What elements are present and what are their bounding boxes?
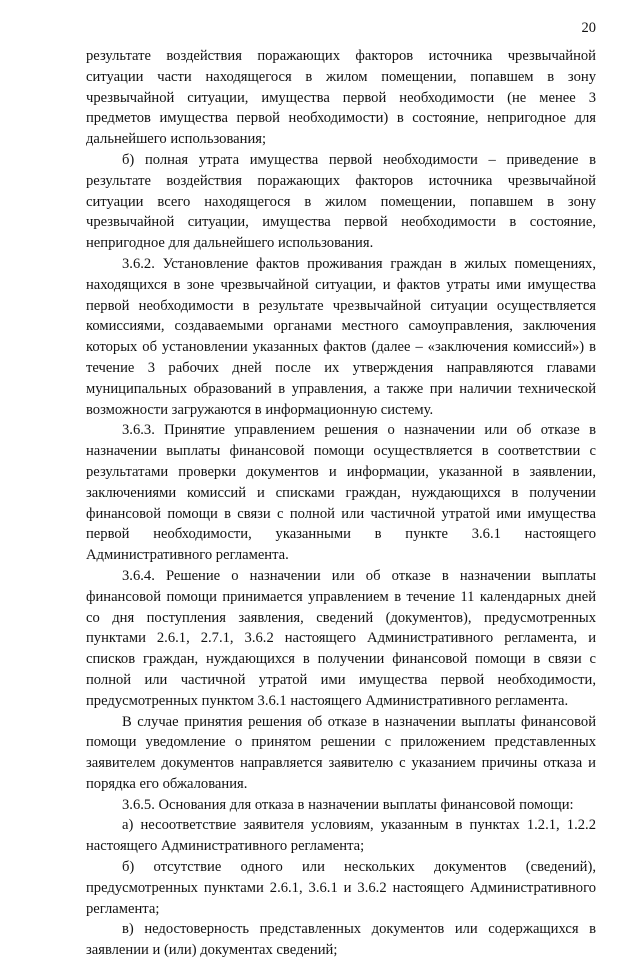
paragraph-item-b-full-loss: б) полная утрата имущества первой необходимости – приведение в результате воздействия поражающих факторов источника чрезвычайной ситуации всего находящегося в жилом помещении, попавшем в зону чрезвычайной ситуации, имущества первой необходимости в состояние, непригодное для дальнейшего использования.: [86, 151, 596, 252]
paragraph-3-6-2: 3.6.2. Установление фактов проживания граждан в жилых помещениях, находящихся в зоне чрезвычайной ситуации, и фактов утраты ими имущества первой необходимости в результате чрезвычайной ситуации осуществляется комиссиями, создаваемыми органами местного самоуправления, заключения которых об установлении указанных фактов (далее – «заключения комиссий») в течение 3 рабочих дней после их утверждения направляются главами муниципальных образований в управления, а также при наличии технической возможности загружаются в информационную систему.: [86, 255, 596, 418]
paragraph-3-6-5: 3.6.5. Основания для отказа в назначении выплаты финансовой помощи:: [122, 796, 574, 813]
list-item-v: в) недостоверность представленных документов или содержащихся в заявлении и (или) документах сведений;: [86, 921, 596, 959]
paragraph-3-6-4: 3.6.4. Решение о назначении или об отказе в назначении выплаты финансовой помощи принимается управлением в течение 11 календарных дней со дня поступления заявления, сведений (документов), предусмотренных пунктами 2.6.1, 2.7.1, 3.6.2 настоящего Административного регламента, и списков граждан, нуждающихся в получении финансовой помощи в связи с полной или частичной утратой ими имущества первой необходимости, предусмотренных пунктом 3.6.1 настоящего Административного регламента.: [86, 567, 596, 709]
paragraph-refusal-notice: В случае принятия решения об отказе в назначении выплаты финансовой помощи уведомление о принятом решении с приложением представленных заявителем документов направляется заявителю с указанием причины отказа и порядка его обжалования.: [86, 713, 596, 792]
document-body: [86, 46, 596, 961]
list-item-b: б) отсутствие одного или нескольких документов (сведений), предусмотренных пунктами 2.6.1, 3.6.1 и 3.6.2 настоящего Административного регламента;: [86, 859, 596, 917]
paragraph-continuation: результате воздействия поражающих факторов источника чрезвычайной ситуации части находящегося в жилом помещении, попавшем в зону чрезвычайной ситуации, имущества первой необходимости (не менее 3 предметов имущества первой необходимости) в состояние, непригодное для дальнейшего использования;: [86, 48, 596, 148]
page-number: 20: [581, 20, 596, 36]
list-item-a: а) несоответствие заявителя условиям, указанным в пунктах 1.2.1, 1.2.2 настоящего Административного регламента;: [86, 817, 596, 855]
paragraph-3-6-3: 3.6.3. Принятие управлением решения о назначении или об отказе в назначении выплаты финансовой помощи осуществляется в соответствии с результатами проверки документов и информации, указанной в заявлении, заключениями комиссий и списками граждан, нуждающихся в получении финансовой помощи в связи с полной или частичной утратой ими имущества первой необходимости, указанными в пункте 3.6.1 настоящего Административного регламента.: [86, 422, 596, 564]
